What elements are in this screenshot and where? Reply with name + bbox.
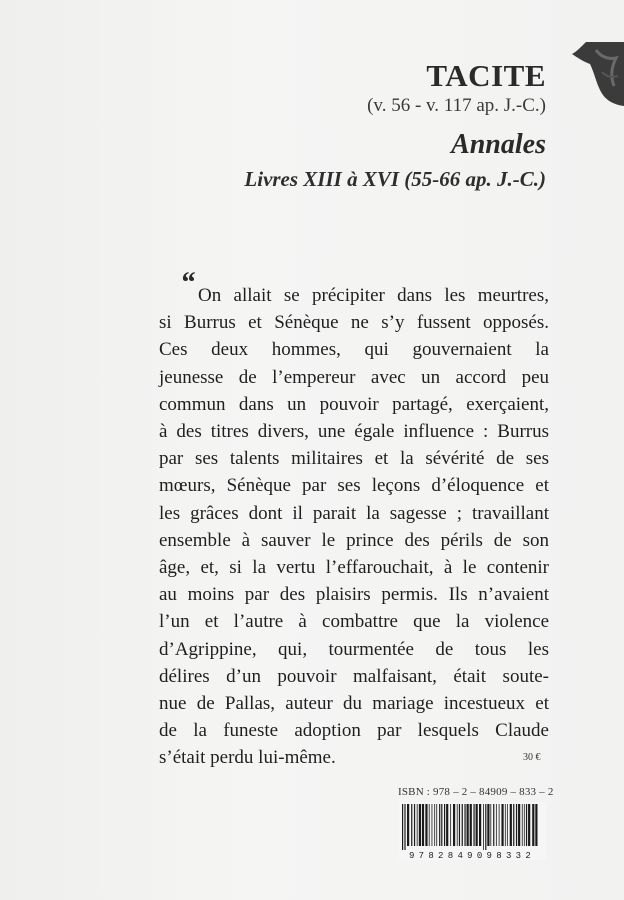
barcode-bar (535, 804, 537, 846)
quote-line: à des titres divers, une égale influence : Burrus (159, 421, 549, 443)
barcode-bar (479, 804, 481, 846)
quote-line: Ces deux hommes, qui gouvernaient la (159, 339, 549, 361)
author-name: TACITE (426, 58, 546, 93)
barcode-bar (528, 804, 530, 846)
quote-line: âge, et, si la vertu l’effarouchait, à le contenir (159, 557, 549, 579)
barcode-bar (490, 804, 491, 846)
quote-line: l’un et l’autre à combattre que la violence (159, 611, 549, 633)
barcode-bar (450, 804, 451, 846)
barcode-bar (425, 804, 427, 846)
quote-paragraph (159, 282, 549, 772)
barcode-bar (404, 804, 405, 850)
barcode-bar (402, 804, 403, 850)
cover-header (244, 58, 546, 193)
barcode-bar (505, 804, 506, 846)
barcode-digits: 9782849098332 (408, 851, 536, 860)
barcode-bar (487, 804, 489, 846)
barcode-bar (476, 804, 478, 846)
barcode-bar (459, 804, 460, 846)
book-subtitle: Livres XIII à XVI (55-66 ap. J.-C.) (244, 167, 546, 191)
barcode-icon (398, 802, 546, 860)
quote-open-mark: “ (180, 266, 195, 299)
quote-line: de la funeste adoption par lesquels Claude (159, 720, 549, 742)
barcode-bar (510, 804, 512, 846)
quote-line: si Burrus et Sénèque ne s’y fussent opposés. (159, 312, 549, 334)
barcode-bar (411, 804, 412, 846)
quote-line: On allait se précipiter dans les meurtres, (198, 285, 549, 306)
barcode-bar (532, 804, 534, 846)
quote-line: délires d’un pouvoir malfaisant, était soute- (159, 665, 549, 687)
barcode-bar (507, 804, 508, 846)
barcode-bar (522, 804, 523, 846)
barcode-bar (499, 804, 500, 846)
barcode-bar (485, 804, 486, 850)
barcode-bar (516, 804, 517, 846)
barcode-bar (436, 804, 437, 846)
barcode-bar (483, 804, 484, 850)
barcode-bar (414, 804, 415, 846)
quote-line: par ses talents militaires et la sévérité de ses (159, 448, 549, 470)
barcode-bar (457, 804, 458, 846)
barcode-bar (453, 804, 455, 846)
barcode-bar (444, 804, 445, 846)
barcode-bar (518, 804, 520, 846)
quote-line: ensemble à sauver le prince des périls de son (159, 529, 549, 551)
barcode-bar (419, 804, 421, 846)
barcode-bar (417, 804, 418, 846)
quote-line: s’était perdu lui-même. (159, 747, 336, 769)
barcode-bar (439, 804, 440, 846)
barcode-bar (446, 804, 448, 846)
barcode-bar (432, 804, 433, 846)
barcode-bar (462, 804, 463, 846)
quote-line: mœurs, Sénèque par ses leçons d’éloquence et (159, 475, 549, 497)
barcode-bar (501, 804, 503, 846)
barcode-bar (422, 804, 424, 846)
barcode-bar (496, 804, 497, 846)
book-title: Annales (451, 129, 546, 160)
barcode-bar (524, 804, 525, 846)
barcode-bar (434, 804, 435, 846)
quote-line: nue de Pallas, auteur du mariage incestueux et (159, 693, 549, 715)
barcode-bar (441, 804, 442, 846)
quote-line: au moins par des plaisirs permis. Ils n’avaient (159, 584, 549, 606)
barcode-bar (429, 804, 430, 846)
price-label: 30 € (523, 752, 541, 763)
quote-line: jeunesse de l’empereur avec un accord peu (159, 366, 549, 388)
author-dates: (v. 56 - v. 117 ap. J.-C.) (367, 95, 546, 116)
barcode-bar (470, 804, 472, 846)
quote-line: commun dans un pouvoir partagé, exerçaient, (159, 393, 549, 415)
quote-line: d’Agrippine, qui, tourmentée de tous les (159, 638, 549, 660)
bust-sculpture-icon (566, 42, 624, 106)
isbn-label: ISBN : 978 – 2 – 84909 – 833 – 2 (398, 786, 554, 798)
barcode-bar (407, 804, 409, 846)
barcode-bar (493, 804, 494, 846)
barcode-bar (464, 804, 465, 846)
barcode-bar (526, 804, 527, 846)
barcode-bar (513, 804, 514, 846)
barcode-bar (473, 804, 474, 846)
barcode-bar (467, 804, 469, 846)
quote-line: les grâces dont il parait la sagesse ; travaillant (159, 502, 549, 524)
